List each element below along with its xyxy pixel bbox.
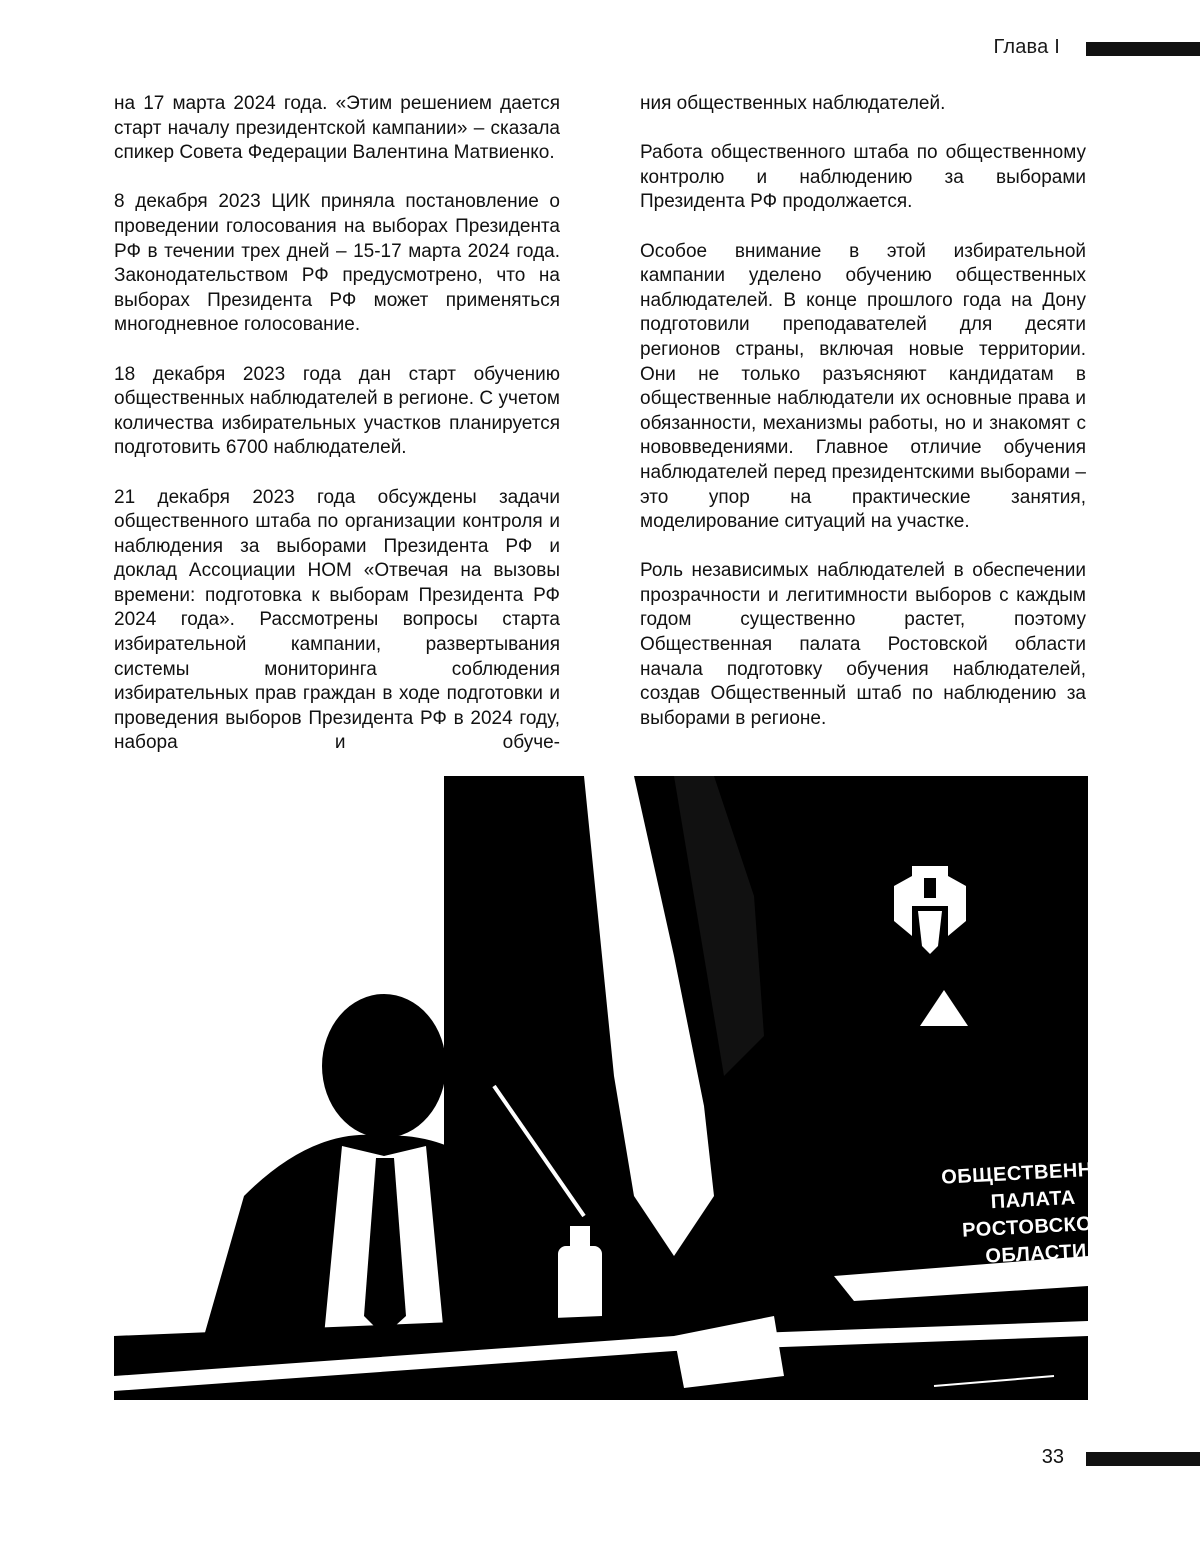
page-number: 33 xyxy=(1041,1446,1064,1468)
paragraph: Роль независимых наблюдателей в обеспечении прозрачности и легитимности выборов с каждым годом существенно растет, поэтому Общественная палата Ростовской области начала подготовку обучения наблюдателей, создав Общественный штаб по наблюдению за выборами в регионе. xyxy=(640,560,1086,729)
paragraph: 8 декабря 2023 ЦИК приняла постановление о проведении голосования на выборах Президента РФ в течении трех дней – 15-17 марта 2024 года. Законодательством РФ предусмотрено, что на выборах Президента РФ может применяться многодневное голосование. xyxy=(114,191,560,336)
photo-illustration xyxy=(114,776,1088,1400)
paragraph: на 17 марта 2024 года. «Этим решением дается старт началу президентской кампании» – сказала спикер Совета Федерации Валентина Матвиенко. xyxy=(114,93,560,164)
paragraph: Особое внимание в этой избирательной кампании уделено обучению общественных наблюдателей. В конце прошлого года на Дону подготовили преподавателей для десяти регионов страны, включая новые территории. Они не только разъясняют кандидатам в общественные наблюдатели их основные права и обязанности, механизмы работы, но и знакомят с нововведениями. Главное отличие обучения наблюдателей перед президентскими выборами – это упор на практические занятия, моделирование ситуаций на участке. xyxy=(640,240,1086,533)
right-column xyxy=(640,92,1086,756)
paragraph: 21 декабря 2023 года обсуждены задачи общественного штаба по организации контроля и наблюдения за выборами Президента РФ и доклад Ассоциации НОМ «Отвечая на вызовы времени: подготовка к выборам Президента РФ 2024 года». Рассмотрены вопросы старта избирательной кампании, развертывания системы мониторинга соблюдения избирательных прав граждан в ходе подготовки и проведения выборов Президента РФ в 2024 году, набора и обуче- xyxy=(114,486,560,754)
header-bar xyxy=(1086,42,1200,56)
left-column xyxy=(114,92,560,781)
footer-bar xyxy=(1086,1452,1200,1466)
paragraph: ния общественных наблюдателей. xyxy=(640,93,946,114)
meeting-photo xyxy=(114,776,1123,1400)
banner-text: ОБЩЕСТВЕННАЯ ПАЛАТА РОСТОВСКОЙ ОБЛАСТИ xyxy=(940,1157,1123,1268)
paragraph: 18 декабря 2023 года дан старт обучению общественных наблюдателей в регионе. С учетом количества избирательных участков планируется подготовить 6700 наблюдателей. xyxy=(114,363,560,459)
paragraph: Работа общественного штаба по общественному контролю и наблюдению за выборами Президента РФ продолжается. xyxy=(640,142,1086,213)
chapter-label: Глава I xyxy=(993,36,1060,58)
person-head xyxy=(322,994,446,1138)
